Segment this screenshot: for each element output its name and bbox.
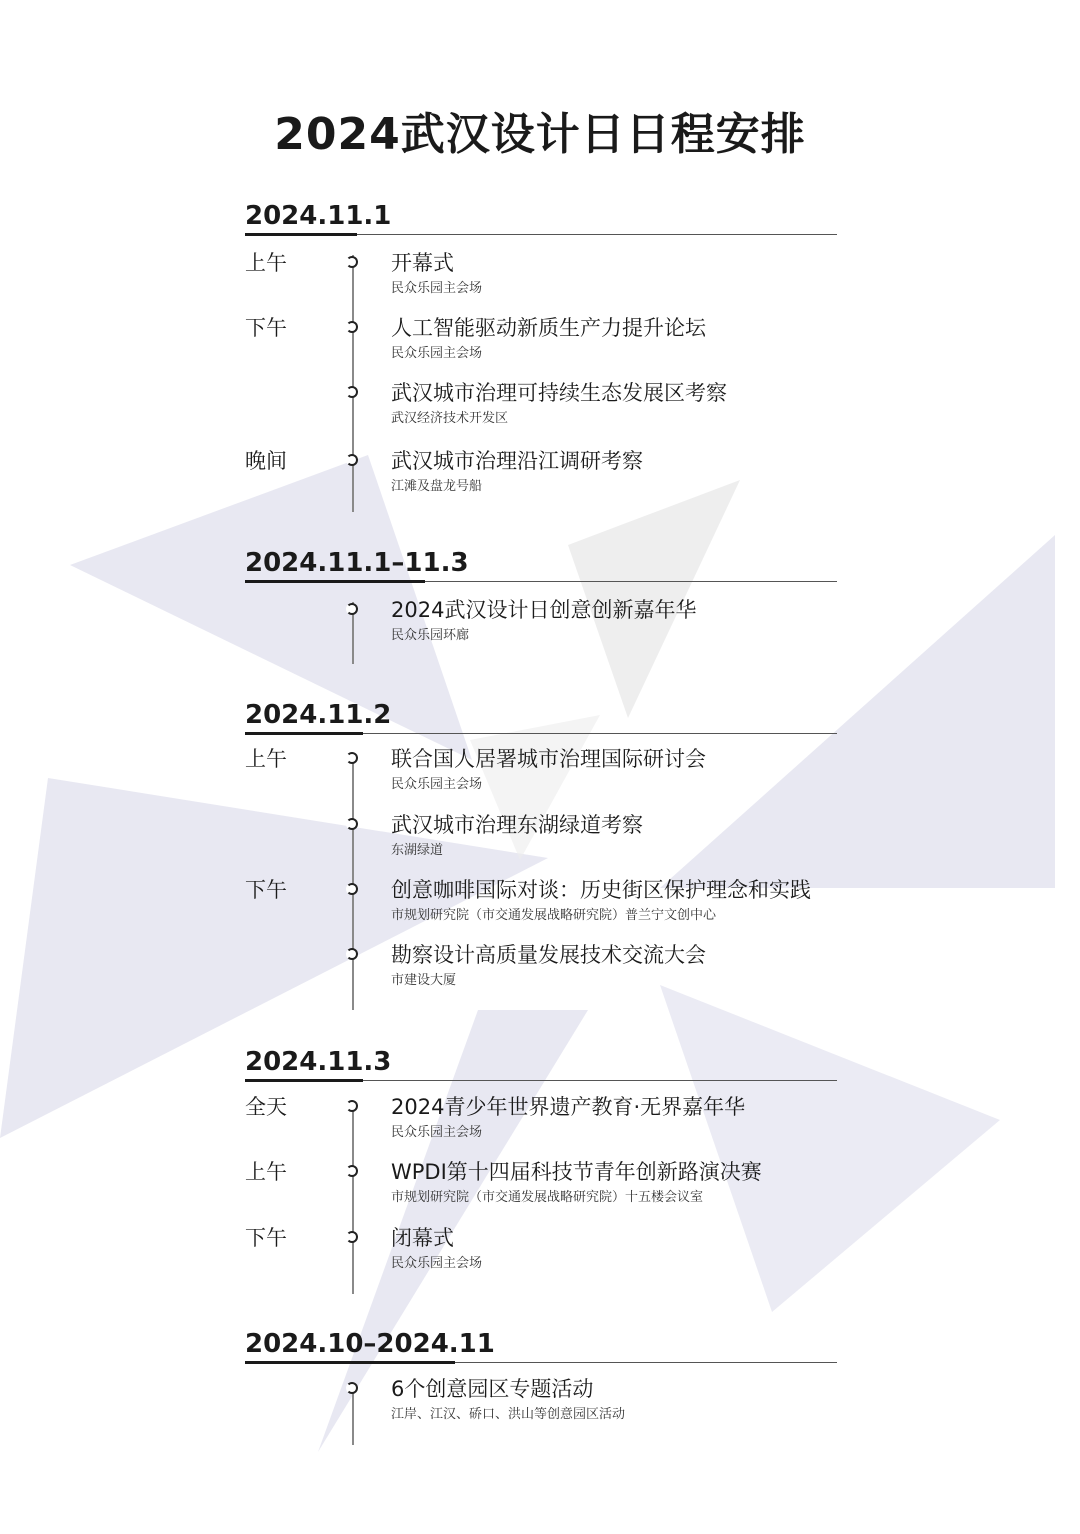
section-date: 2024.11.1 [245,201,392,231]
event-title: 勘察设计高质量发展技术交流大会 [391,943,706,967]
schedule-event [245,1375,837,1435]
event-venue: 民众乐园主会场 [391,1256,483,1271]
event-venue: 民众乐园主会场 [391,1125,483,1140]
event-title: 6个创意园区专题活动 [391,1377,594,1401]
page-title: 2024武汉设计日日程安排 [274,109,806,160]
schedule-section-oct-nov [245,1327,837,1422]
schedule-event [245,447,837,507]
event-venue: 民众乐园主会场 [391,777,483,792]
schedule-event [245,745,837,805]
time-slot: 晚间 [245,449,287,473]
time-slot: 上午 [245,1160,287,1184]
timeline-dot-icon [346,818,358,830]
event-title: 2024武汉设计日创意创新嘉年华 [391,598,697,622]
event-title: 人工智能驱动新质生产力提升论坛 [391,316,706,340]
section-header [245,1045,837,1087]
event-title: 2024青少年世界遗产教育·无界嘉年华 [391,1095,746,1119]
event-venue: 江滩及盘龙号船 [391,479,483,494]
event-venue: 市建设大厦 [391,973,457,988]
schedule-event [245,249,837,309]
event-venue: 市规划研究院（市交通发展战略研究院）十五楼会议室 [391,1190,704,1205]
event-title: 武汉城市治理沿江调研考察 [391,449,643,473]
event-title: 开幕式 [391,251,454,275]
event-title: 联合国人居署城市治理国际研讨会 [391,747,706,771]
date-underline [245,1079,363,1082]
timeline-dot-icon [346,454,358,466]
section-header [245,698,837,740]
event-venue: 民众乐园环廊 [391,628,470,643]
timeline-dot-icon [346,1100,358,1112]
date-underline [245,580,425,583]
timeline-dot-icon [346,1165,358,1177]
schedule-event [245,314,837,374]
timeline-dot-icon [346,1382,358,1394]
section-header [245,199,837,241]
schedule-section-nov-1 [245,199,837,494]
event-venue: 民众乐园主会场 [391,346,483,361]
schedule-event [245,941,837,1001]
event-title: 武汉城市治理东湖绿道考察 [391,813,643,837]
event-venue: 武汉经济技术开发区 [391,411,509,426]
time-slot: 上午 [245,251,287,275]
section-date: 2024.11.3 [245,1047,392,1077]
schedule-event [245,1158,837,1218]
event-venue: 市规划研究院（市交通发展战略研究院）普兰宁文创中心 [391,908,717,923]
event-title: 武汉城市治理可持续生态发展区考察 [391,381,727,405]
schedule-event [245,379,837,439]
schedule-section-nov-1-3 [245,546,837,643]
schedule-event [245,811,837,871]
timeline-dot-icon [346,1231,358,1243]
schedule-section-nov-2 [245,698,837,988]
time-slot: 下午 [245,1226,287,1250]
timeline-dot-icon [346,752,358,764]
timeline-dot-icon [346,883,358,895]
section-header [245,546,837,588]
time-slot: 下午 [245,878,287,902]
date-underline [245,1361,455,1364]
timeline-dot-icon [346,603,358,615]
schedule-event [245,1224,837,1284]
time-slot: 全天 [245,1095,287,1119]
section-date: 2024.11.1–11.3 [245,548,469,578]
schedule-event [245,876,837,936]
timeline-dot-icon [346,948,358,960]
event-venue: 民众乐园主会场 [391,281,483,296]
event-title: 创意咖啡国际对谈：历史街区保护理念和实践 [391,878,811,902]
time-slot: 上午 [245,747,287,771]
time-slot: 下午 [245,316,287,340]
schedule-event [245,1093,837,1153]
event-venue: 东湖绿道 [391,843,444,858]
date-underline [245,732,363,735]
timeline-dot-icon [346,256,358,268]
section-header [245,1327,837,1369]
event-title: 闭幕式 [391,1226,454,1250]
timeline-dot-icon [346,386,358,398]
event-title: WPDI第十四届科技节青年创新路演决赛 [391,1160,762,1184]
event-venue: 江岸、江汉、硚口、洪山等创意园区活动 [391,1407,626,1422]
section-date: 2024.10–2024.11 [245,1329,495,1359]
timeline-dot-icon [346,321,358,333]
date-underline [245,233,357,236]
section-date: 2024.11.2 [245,700,392,730]
schedule-section-nov-3 [245,1045,837,1271]
schedule-event [245,596,837,656]
